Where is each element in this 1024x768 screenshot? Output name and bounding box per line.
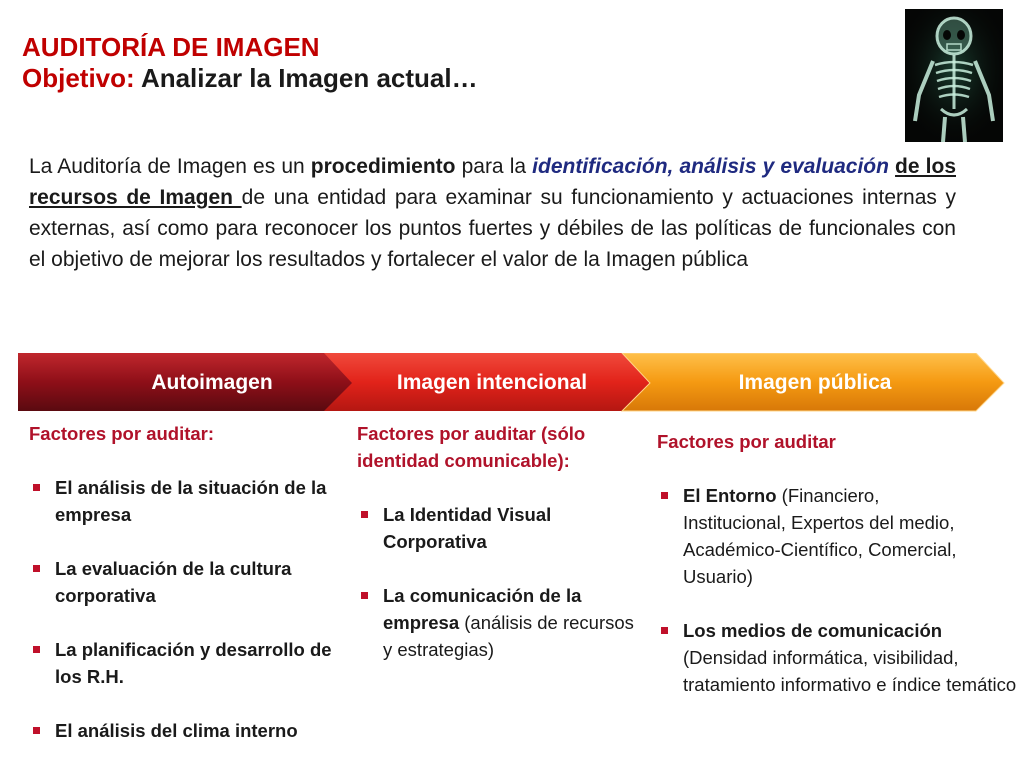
- factor-list: [357, 501, 642, 663]
- list-item: [29, 555, 334, 609]
- list-item: [357, 501, 642, 555]
- bullet-icon: [33, 646, 40, 653]
- objective-label: Objetivo:: [22, 63, 135, 93]
- bullet-icon: [661, 627, 668, 634]
- intro-paragraph: [29, 151, 956, 275]
- list-spacer: [29, 528, 334, 555]
- list-spacer: [29, 609, 334, 636]
- factor-list: [657, 482, 1019, 698]
- list-item: [29, 474, 334, 528]
- list-item: [29, 717, 334, 744]
- column-publica: [657, 428, 1019, 698]
- intro-text: La Auditoría de Imagen es un: [29, 155, 311, 178]
- list-item: [29, 636, 334, 690]
- list-item: [657, 482, 1019, 590]
- factor-list: [29, 474, 334, 744]
- intro-keyword: procedimiento: [310, 155, 456, 178]
- column-intencional: [357, 420, 642, 663]
- column-heading: Factores por auditar:: [29, 423, 215, 444]
- bullet-icon: [33, 727, 40, 734]
- intro-text: para la: [455, 155, 533, 178]
- process-step-intencional: Imagen intencional: [396, 371, 588, 394]
- list-item-text: La planificación y desarrollo de los R.H.: [55, 639, 332, 687]
- intro-keyword-italic: identificación, análisis y evaluación: [532, 155, 889, 178]
- list-item-text: El análisis de la situación de la empresa: [55, 477, 327, 525]
- list-item-text: El análisis del clima interno: [55, 720, 298, 741]
- intro-keyword-underlined: de los recursos de Imagen: [29, 155, 956, 209]
- bullet-icon: [33, 484, 40, 491]
- list-item-text-bold: La comunicación de la empresa: [383, 585, 582, 633]
- column-heading: Factores por auditar (sólo identidad comunicable):: [357, 423, 586, 471]
- list-item-text-bold: Los medios de comunicación: [683, 620, 943, 641]
- column-heading: Factores por auditar: [657, 431, 836, 452]
- skeleton-figure: [905, 9, 1003, 142]
- intro-text: de una entidad para examinar su funcionamiento y actuaciones internas y externas, así como para reconocer los puntos fuertes y débiles de las políticas de funcionales con el objetivo de mejorar los resultados y fortalecer el valor de la Imagen pública: [29, 186, 957, 271]
- bullet-icon: [361, 592, 368, 599]
- bullet-icon: [661, 492, 668, 499]
- slide-title: [22, 32, 478, 94]
- list-item: [357, 582, 642, 663]
- column-autoimagen: [29, 420, 334, 744]
- list-item-text: (análisis de recursos y estrategias): [383, 612, 634, 660]
- objective-line: [22, 63, 478, 94]
- bullet-icon: [33, 565, 40, 572]
- list-spacer: [657, 590, 1019, 617]
- list-spacer: [357, 555, 642, 582]
- process-step-publica: Imagen pública: [738, 371, 892, 394]
- list-spacer: [29, 690, 334, 717]
- list-item: [657, 617, 1019, 698]
- list-item-text: (Financiero, Institucional, Expertos del medio, Académico-Científico, Comercial, Usuario): [683, 485, 957, 587]
- list-item-text-bold: El Entorno: [683, 485, 777, 506]
- xray-skeleton-image: [905, 9, 1003, 142]
- list-item-text: (Densidad informática, visibilidad, tratamiento informativo e índice temático: [683, 647, 1017, 695]
- bullet-icon: [361, 511, 368, 518]
- objective-text: Analizar la Imagen actual…: [140, 63, 478, 93]
- list-item-text: La evaluación de la cultura corporativa: [55, 558, 292, 606]
- process-step-autoimagen: Autoimagen: [151, 371, 273, 394]
- list-item-text: La Identidad Visual Corporativa: [383, 504, 552, 552]
- title-line: AUDITORÍA DE IMAGEN: [22, 32, 320, 62]
